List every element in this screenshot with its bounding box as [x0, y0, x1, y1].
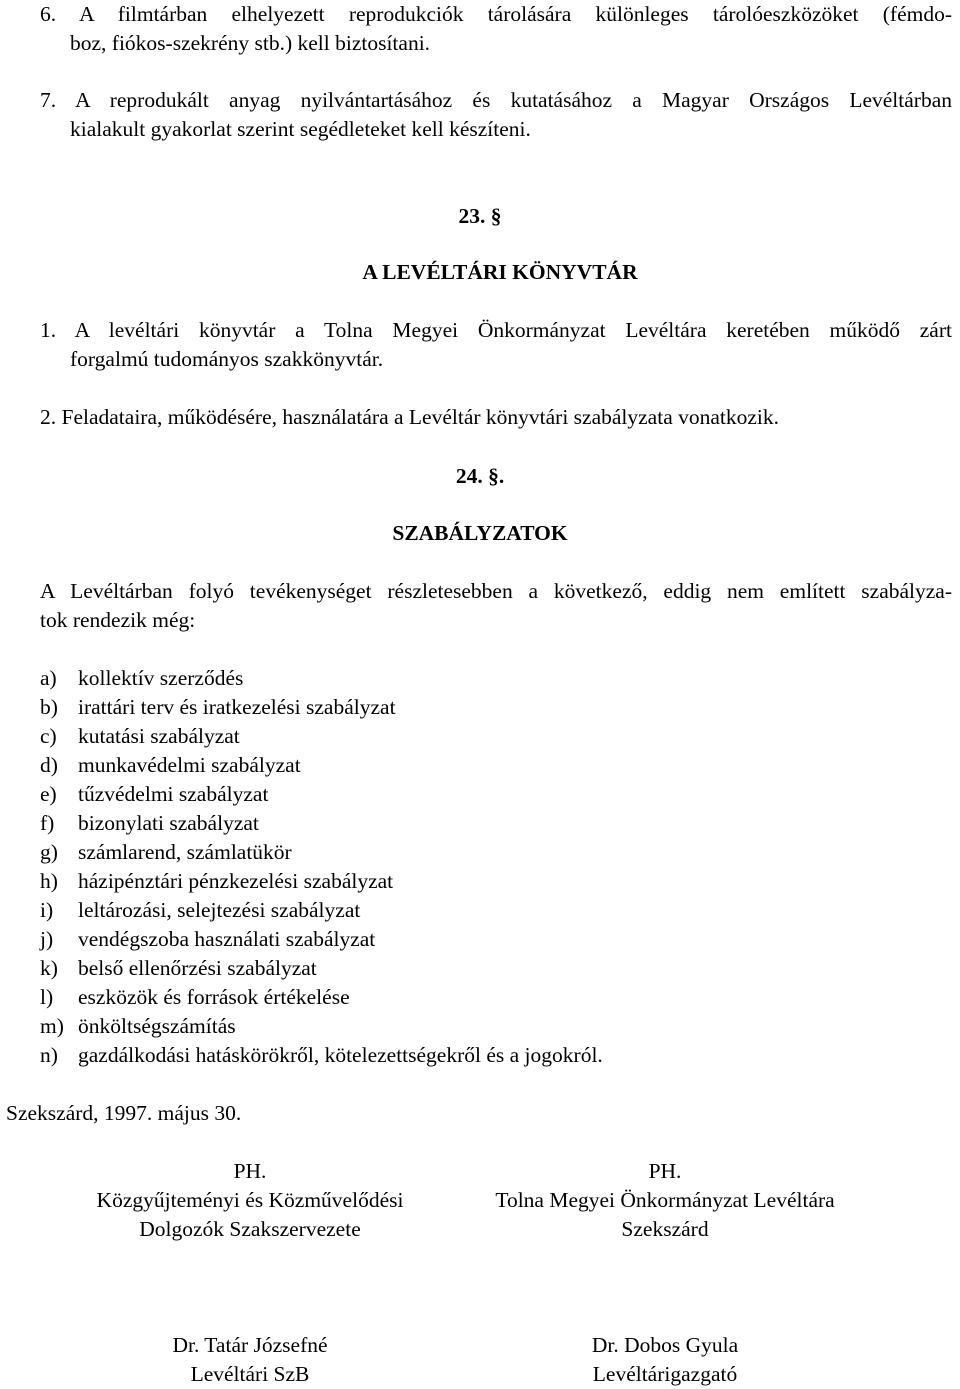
list-item-letter: g) — [40, 840, 58, 864]
signature-left-role: Levéltári SzB — [190, 1362, 310, 1386]
list-item-letter: d) — [40, 753, 58, 777]
paragraph-7-line-1: 7. A reprodukált anyag nyilvántartásához és kutatásához a Magyar Országos Levéltárban — [40, 88, 952, 112]
list-item — [40, 838, 292, 867]
section-23-paragraph-2: 2. Feladataira, működésére, használatára a Levéltár könyvtári szabályzata vonatkozik. — [40, 405, 780, 429]
list-item-letter: c) — [40, 724, 57, 748]
seal-left — [40, 1157, 460, 1244]
section-23-paragraph-1-line-1: 1. A levéltári könyvtár a Tolna Megyei Önkormányzat Levéltára keretében működő zárt — [40, 318, 952, 342]
list-item-text: kollektív szerződés — [78, 666, 244, 690]
list-item-letter: l) — [40, 985, 54, 1009]
list-item — [40, 809, 259, 838]
list-item — [40, 954, 317, 983]
section-23-number: 23. § — [458, 204, 502, 228]
seal-left-ph: PH. — [233, 1159, 267, 1183]
list-item-letter: j) — [40, 927, 54, 951]
list-item — [40, 983, 350, 1012]
signature-left-name: Dr. Tatár Józsefné — [172, 1333, 328, 1357]
list-item-text: eszközök és források értékelése — [78, 985, 350, 1009]
list-item — [40, 1041, 603, 1070]
seal-left-org-line-1: Közgyűjteményi és Közművelődési — [96, 1188, 404, 1212]
seal-left-org-line-2: Dolgozók Szakszervezete — [139, 1217, 361, 1241]
paragraph-7-line-2: kialakult gyakorlat szerint segédleteket kell készíteni. — [70, 117, 531, 141]
list-item-text: belső ellenőrzési szabályzat — [78, 956, 317, 980]
list-item-text: leltározási, selejtezési szabályzat — [78, 898, 361, 922]
section-23-title: A LEVÉLTÁRI KÖNYVTÁR — [362, 260, 638, 284]
list-item-text: irattári terv és iratkezelési szabályzat — [78, 695, 396, 719]
list-item — [40, 693, 396, 722]
list-item — [40, 1012, 236, 1041]
list-item — [40, 867, 393, 896]
section-24-number: 24. §. — [455, 464, 505, 488]
seal-right-org-line-2: Szekszárd — [621, 1217, 709, 1241]
list-item-text: munkavédelmi szabályzat — [78, 753, 301, 777]
signature-right-name: Dr. Dobos Gyula — [591, 1333, 739, 1357]
list-item-letter: e) — [40, 782, 57, 806]
list-item-letter: f) — [40, 811, 55, 835]
seal-right — [455, 1157, 875, 1244]
paragraph-6-line-1: 6. A filmtárban elhelyezett reprodukciók tárolására különleges tárolóeszközöket (fémdo- — [40, 2, 952, 26]
list-item-letter: a) — [40, 666, 57, 690]
section-24-title: SZABÁLYZATOK — [392, 521, 568, 545]
signature-right — [515, 1331, 815, 1389]
signature-right-role: Levéltárigazgató — [592, 1362, 738, 1386]
list-item-text: tűzvédelmi szabályzat — [78, 782, 269, 806]
list-item — [40, 751, 301, 780]
list-item-letter: i) — [40, 898, 54, 922]
seal-right-ph: PH. — [648, 1159, 682, 1183]
list-item-text: házipénztári pénzkezelési szabályzat — [78, 869, 394, 893]
list-item-text: önköltségszámítás — [78, 1014, 236, 1038]
list-item-text: számlarend, számlatükör — [78, 840, 292, 864]
list-item — [40, 780, 268, 809]
list-item-letter: m) — [40, 1014, 64, 1038]
list-item-text: kutatási szabályzat — [78, 724, 240, 748]
list-item — [40, 925, 375, 954]
list-item — [40, 896, 360, 925]
signature-left — [100, 1331, 400, 1389]
section-24-intro-line-1: A Levéltárban folyó tevékenységet részletesebben a következő, eddig nem említett szabályza- — [40, 579, 952, 603]
list-item-text: vendégszoba használati szabályzat — [78, 927, 376, 951]
list-item-text: gazdálkodási hatáskörökről, kötelezettségekről és a jogokról. — [78, 1043, 603, 1067]
list-item-text: bizonylati szabályzat — [78, 811, 259, 835]
list-item-letter: b) — [40, 695, 58, 719]
list-item-letter: k) — [40, 956, 58, 980]
list-item — [40, 722, 240, 751]
list-item — [40, 664, 243, 693]
place-date: Szekszárd, 1997. május 30. — [6, 1101, 242, 1125]
seal-right-org-line-1: Tolna Megyei Önkormányzat Levéltára — [495, 1188, 835, 1212]
list-item-letter: h) — [40, 869, 58, 893]
list-item-letter: n) — [40, 1043, 58, 1067]
section-23-paragraph-1-line-2: forgalmú tudományos szakkönyvtár. — [70, 347, 384, 371]
section-24-intro-line-2: tok rendezik még: — [40, 608, 196, 632]
paragraph-6-line-2: boz, fiókos-szekrény stb.) kell biztosítani. — [70, 31, 431, 55]
